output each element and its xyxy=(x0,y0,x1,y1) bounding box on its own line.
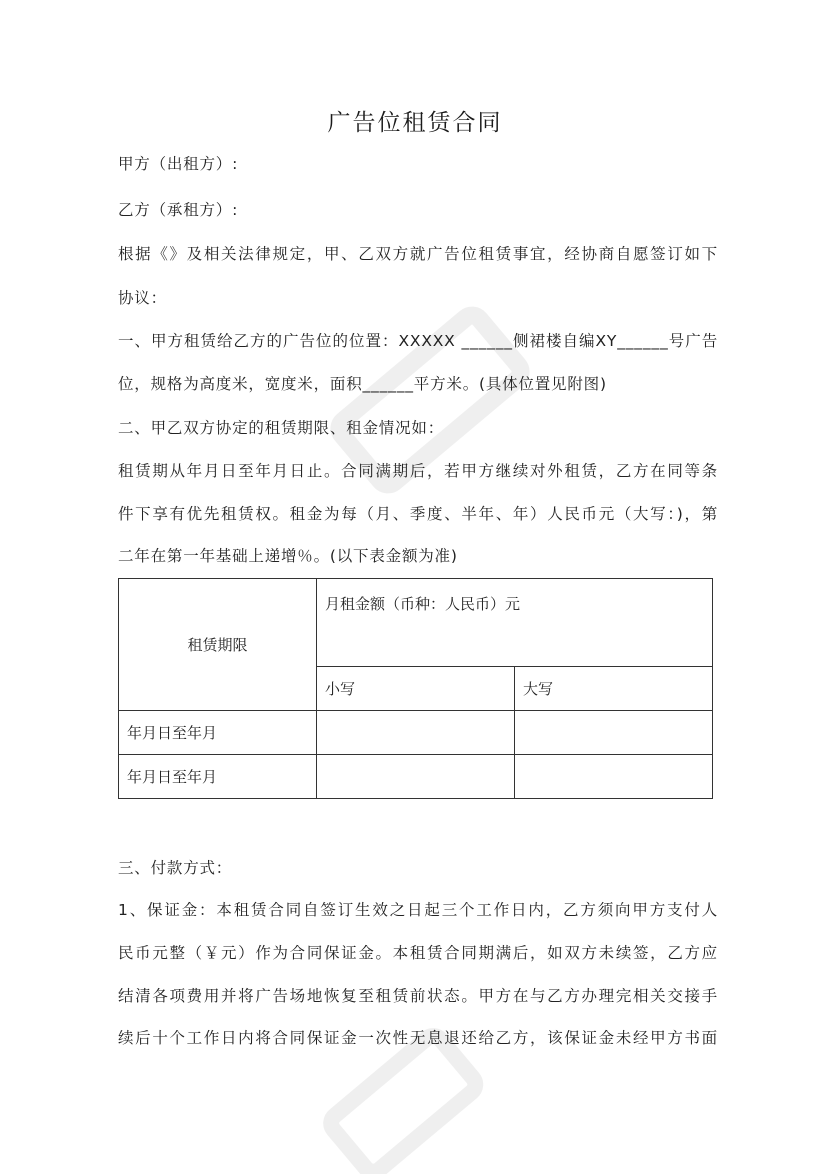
paragraph-line: 民币元整（￥元）作为合同保证金。本租赁合同期满后，如双方未续签，乙方应 xyxy=(118,944,718,962)
section-heading: 二、甲乙双方协定的租赁期限、租金情况如： xyxy=(118,419,445,437)
paragraph-line: 件下享有优先租赁权。租金为每（月、季度、半年、年）人民币元（大写：)，第 xyxy=(118,505,718,523)
paragraph-line: 租赁期从年月日至年月日止。合同满期后，若甲方继续对外租赁，乙方在同等条 xyxy=(118,462,718,480)
big-amount-cell xyxy=(515,711,713,755)
period-cell: 年月日至年月 xyxy=(119,755,317,799)
table-header-row xyxy=(119,579,713,667)
big-amount-cell xyxy=(515,755,713,799)
rent-header: 月租金额（币种：人民币）元 xyxy=(317,579,713,667)
period-header: 租赁期限 xyxy=(119,579,317,711)
small-amount-cell xyxy=(317,755,515,799)
watermark-icon xyxy=(300,270,560,530)
paragraph-line: 一、甲方租赁给乙方的广告位的位置：XXXXX ______侧裙楼自编XY______号广告 xyxy=(118,332,718,350)
table-row xyxy=(119,711,713,755)
small-amount-cell xyxy=(317,711,515,755)
period-cell: 年月日至年月 xyxy=(119,711,317,755)
table-row xyxy=(119,755,713,799)
big-amount-header: 大写 xyxy=(515,667,713,711)
paragraph-line: 位，规格为高度米，宽度米，面积______平方米。(具体位置见附图) xyxy=(118,375,607,393)
paragraph-line: 根据《》及相关法律规定，甲、乙双方就广告位租赁事宜，经协商自愿签订如下 xyxy=(118,245,718,263)
paragraph-line: 二年在第一年基础上递增％。(以下表金额为准) xyxy=(118,547,458,565)
contract-title: 广告位租赁合同 xyxy=(327,110,503,136)
paragraph-line: 1、保证金：本租赁合同自签订生效之日起三个工作日内，乙方须向甲方支付人 xyxy=(118,901,718,919)
party-b-line: 乙方（承租方）: xyxy=(118,201,239,219)
small-amount-header: 小写 xyxy=(317,667,515,711)
paragraph-line: 协议： xyxy=(118,289,167,307)
section-heading: 三、付款方式： xyxy=(118,859,233,877)
paragraph-line: 结清各项费用并将广告场地恢复至租赁前状态。甲方在与乙方办理完相关交接手 xyxy=(118,987,718,1005)
party-a-line: 甲方（出租方）: xyxy=(118,155,239,173)
paragraph-line: 续后十个工作日内将合同保证金一次性无息退还给乙方，该保证金未经甲方书面 xyxy=(118,1029,718,1047)
rent-table xyxy=(118,578,713,799)
